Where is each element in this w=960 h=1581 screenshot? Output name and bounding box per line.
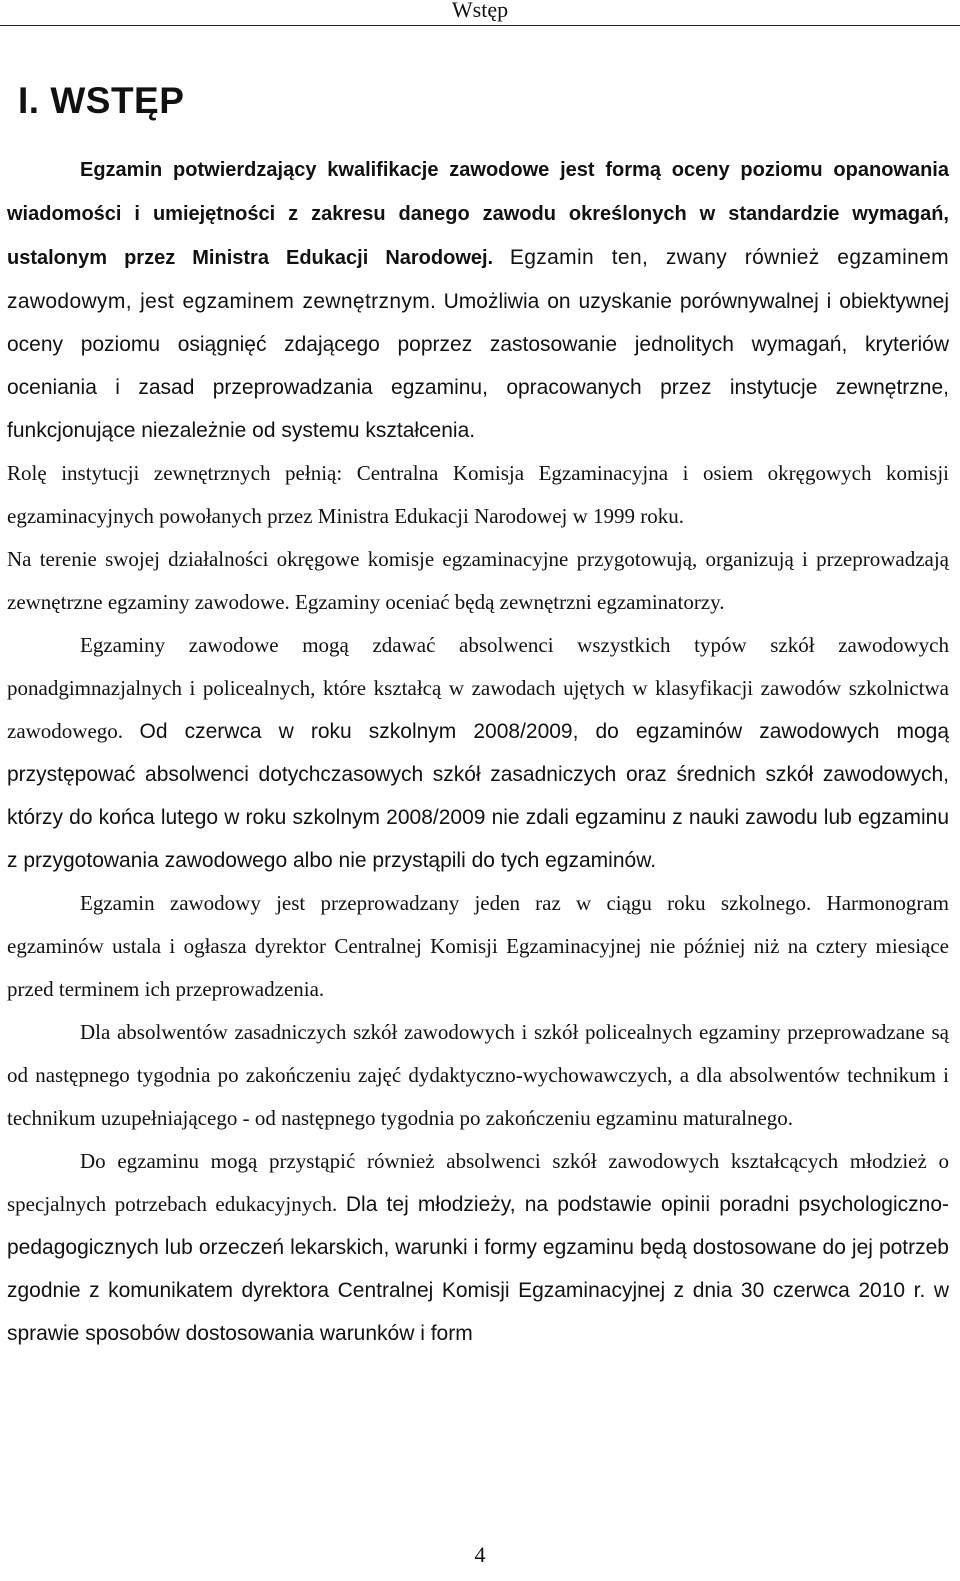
body-text [7,148,949,1355]
eligibility-sentence-2008: Od czerwca w roku szkolnym 2008/2009, do egzaminów zawodowych mogą przystępować absolwenci dotychczasowych szkół zasadniczych oraz średnich szkół zawodowych, którzy do końca lutego w roku szkolnym 2008/2009 nie zdali egzaminu z nauki zawodu lub egzaminu z przygotowania zawodowego albo nie przystąpili do tych egzaminów. [7,720,949,872]
paragraph-institutions: Rolę instytucji zewnętrznych pełnią: Centralna Komisja Egzaminacyjna i osiem okręgowych komisji egzaminacyjnych powołanych przez Ministra Edukacji Narodowej w 1999 roku. [7,461,949,528]
special-needs-sentence-b: Dla tej młodzieży, na podstawie opinii poradni psychologiczno-pedagogicznych lub orzeczeń lekarskich, warunki i formy egzaminu będą dostosowane do jej potrzeb zgodnie z komunikatem dyrektora Centralnej Komisji Egzaminacyjnej z dnia 30 czerwca 2010 r. w sprawie sposobów dostosowania warunków i form [7,1193,949,1345]
chapter-title: I. WSTĘP [18,80,185,121]
special-needs-sentence-a: Do egzaminu mogą przystąpić również absolwenci szkół zawodowych kształcących młodzież o specjalnych potrzebach edukacyjnych. [7,1149,949,1216]
paragraph-exam-timing: Dla absolwentów zasadniczych szkół zawodowych i szkół policealnych egzaminy przeprowadzane są od następnego tygodnia po zakończeniu zajęć dydaktyczno-wychowawczych, a dla absolwentów technikum i technikum uzupełniającego - od następnego tygodnia po zakończeniu egzaminu maturalnego. [7,1020,949,1130]
paragraph-intro [7,148,949,452]
eligibility-sentence-graduates: Egzaminy zawodowe mogą zdawać absolwenci wszystkich typów szkół zawodowych ponadgimnazjalnych i policealnych, które kształcą w zawodach ujętych w klasyfikacji zawodów szkolnictwa zawodowego. [7,633,949,743]
intro-bold-sentence: Egzamin potwierdzający kwalifikacje zawodowe jest formą oceny poziomu opanowania wiadomości i umiejętności z zakresu danego zawodu określonych w standardzie wymagań, ustalonym przez Ministra Edukacji Narodowej. [7,159,949,269]
running-header: Wstęp [0,0,960,26]
paragraph-eligibility [7,624,949,882]
paragraph-okregowe-komisje: Na terenie swojej działalności okręgowe komisje egzaminacyjne przygotowują, organizują i przeprowadzają zewnętrzne egzaminy zawodowe. Egzaminy oceniać będą zewnętrzni egzaminatorzy. [7,547,949,614]
intro-sentence-comparable: Umożliwia on uzyskanie porównywalnej i obiektywnej oceny poziomu osiągnięć zdającego poprzez zastosowanie jednolitych wymagań, kryteriów oceniania i zasad przeprowadzania egzaminu, opracowanych przez instytucje zewnętrzne, funkcjonujące niezależnie od systemu kształcenia. [7,290,949,442]
intro-sentence-external: Egzamin ten, zwany również egzaminem zawodowym, jest egzaminem zewnętrznym. [7,246,950,313]
paragraph-schedule: Egzamin zawodowy jest przeprowadzany jeden raz w ciągu roku szkolnego. Harmonogram egzaminów ustala i ogłasza dyrektor Centralnej Komisji Egzaminacyjnej nie później niż na cztery miesiące przed terminem ich przeprowadzenia. [7,891,949,1001]
page-number: 4 [474,1542,486,1567]
paragraph-special-needs [7,1140,949,1355]
